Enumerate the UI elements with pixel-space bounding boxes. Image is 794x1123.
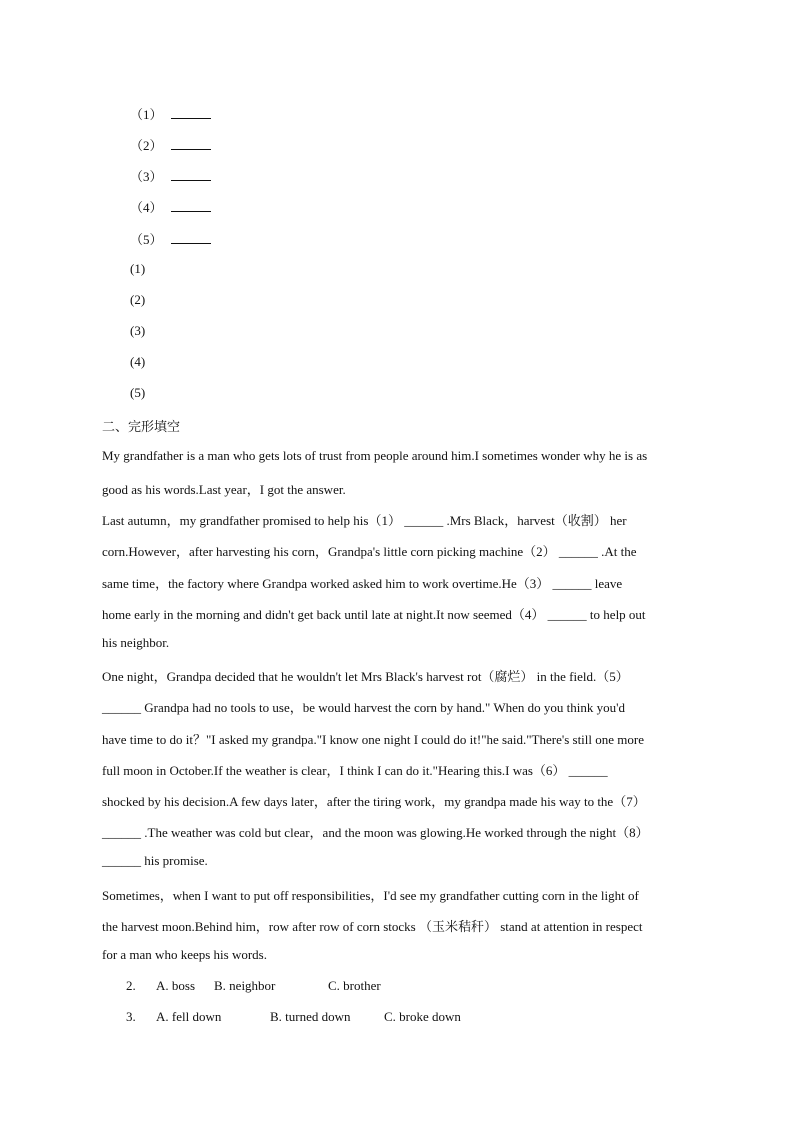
answer-blank-4[interactable] [130, 197, 211, 216]
passage-line: good as his words.Last year，I got the answer. [102, 482, 346, 497]
blank-number: （4） [130, 200, 163, 215]
answer-line-3: (3) [130, 323, 146, 338]
passage-line: home early in the morning and didn't get back until late at night.It now seemed（4） ______ to help out [102, 607, 646, 622]
blank-number: （1） [130, 107, 163, 122]
option-b[interactable]: B. neighbor [214, 978, 276, 993]
option-a[interactable]: A. boss [156, 978, 196, 993]
answer-line-4: (4) [130, 354, 146, 369]
answer-line-1: (1) [130, 261, 146, 276]
answer-underline[interactable] [171, 137, 211, 150]
option-a[interactable]: A. fell down [156, 1009, 222, 1024]
option-c[interactable]: C. brother [328, 978, 381, 993]
passage-line: his neighbor. [102, 635, 170, 650]
passage-line: full moon in October.If the weather is clear，I think I can do it."Hearing this.I was（6） ______ [102, 763, 608, 778]
passage-line: ______ his promise. [102, 853, 208, 868]
passage-line: ______ Grandpa had no tools to use，be would harvest the corn by hand." When do you think you'd [102, 700, 625, 715]
answer-blank-5[interactable] [130, 229, 211, 248]
answer-blank-2[interactable] [130, 135, 211, 154]
passage-line: ______ .The weather was cold but clear，and the moon was glowing.He worked through the night（8） [102, 825, 649, 840]
section-title: 二、完形填空 [102, 420, 181, 435]
passage-line: Last autumn，my grandfather promised to help his（1） ______ .Mrs Black，harvest（收割） her [102, 513, 627, 528]
passage-line: corn.However，after harvesting his corn，Grandpa's little corn picking machine（2） ______ .At the [102, 544, 637, 559]
answer-blank-1[interactable] [130, 104, 211, 123]
answer-line-5: (5) [130, 385, 146, 400]
passage-line: have time to do it？"I asked my grandpa."I know one night I could do it!"he said."There's still one more [102, 732, 645, 747]
option-c[interactable]: C. broke down [384, 1009, 461, 1024]
passage-line: One night，Grandpa decided that he wouldn't let Mrs Black's harvest rot（腐烂） in the field.（5） [102, 669, 629, 684]
answer-blank-3[interactable] [130, 166, 211, 185]
answer-underline[interactable] [171, 106, 211, 119]
passage-line: Sometimes，when I want to put off responsibilities，I'd see my grandfather cutting corn in the light of [102, 888, 639, 903]
passage-line: same time，the factory where Grandpa worked asked him to work overtime.He（3） ______ leave [102, 576, 623, 591]
option-b[interactable]: B. turned down [270, 1009, 351, 1024]
answer-line-2: (2) [130, 292, 146, 307]
answer-underline[interactable] [171, 168, 211, 181]
answer-underline[interactable] [171, 231, 211, 244]
question-number: 2. [126, 978, 136, 993]
passage-line: My grandfather is a man who gets lots of trust from people around him.I sometimes wonder why he is as [102, 448, 648, 463]
blank-number: （2） [130, 138, 163, 153]
passage-line: for a man who keeps his words. [102, 947, 267, 962]
question-number: 3. [126, 1009, 136, 1024]
passage-line: the harvest moon.Behind him，row after row of corn stocks （玉米秸秆） stand at attention in respect [102, 919, 643, 934]
blank-number: （5） [130, 232, 163, 247]
answer-underline[interactable] [171, 199, 211, 212]
blank-number: （3） [130, 169, 163, 184]
passage-line: shocked by his decision.A few days later，after the tiring work，my grandpa made his way to the（7） [102, 794, 646, 809]
